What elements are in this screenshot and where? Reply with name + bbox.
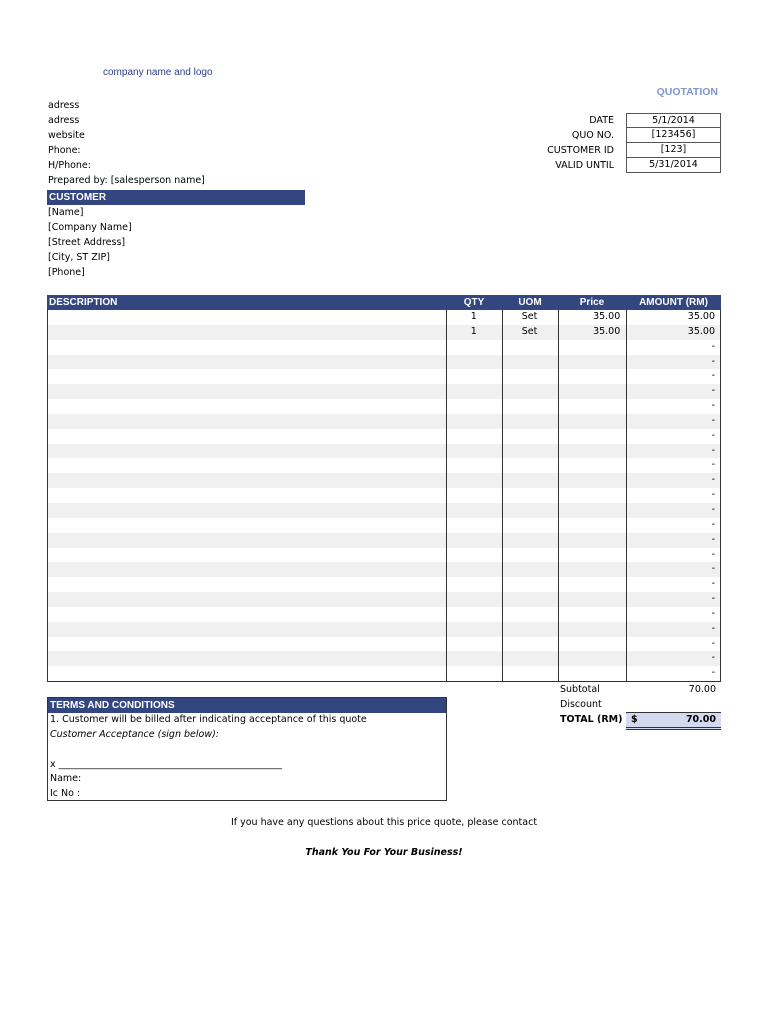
row-price (557, 340, 625, 355)
row-qty (446, 548, 502, 563)
row-description (48, 533, 446, 548)
column-divider (558, 310, 559, 681)
row-amount: - (711, 667, 715, 679)
row-price (557, 592, 625, 607)
ic-field-label: Ic No : (50, 788, 81, 799)
row-qty (446, 622, 502, 637)
row-description (48, 444, 446, 459)
col-amount: AMOUNT (RM) (639, 297, 708, 308)
row-description (48, 562, 446, 577)
row-amount: - (711, 548, 715, 560)
sender-line: website (48, 130, 85, 141)
row-uom (502, 533, 558, 548)
row-uom: Set (521, 311, 538, 322)
row-price (557, 577, 625, 592)
items-table-body (47, 310, 721, 682)
meta-label-customer-id: CUSTOMER ID (547, 145, 614, 156)
row-description (48, 592, 446, 607)
sender-line: H/Phone: (48, 160, 91, 171)
row-amount: - (711, 578, 715, 590)
row-price (557, 369, 625, 384)
row-description (48, 399, 446, 414)
table-row (48, 414, 720, 429)
row-qty (446, 384, 502, 399)
row-price (557, 607, 625, 622)
meta-value-date: 5/1/2014 (626, 113, 721, 128)
row-description (48, 325, 446, 340)
row-qty (446, 369, 502, 384)
row-qty (446, 355, 502, 370)
table-row (48, 651, 720, 666)
row-price (557, 355, 625, 370)
row-uom (502, 666, 558, 681)
row-amount: - (711, 533, 715, 545)
row-description (48, 637, 446, 652)
terms-box (47, 697, 447, 801)
currency-symbol: $ (631, 714, 638, 725)
row-amount: - (711, 518, 715, 530)
row-uom (502, 503, 558, 518)
row-uom (502, 518, 558, 533)
row-amount: - (711, 474, 715, 486)
row-description (48, 503, 446, 518)
row-uom (502, 384, 558, 399)
meta-value-quo-no: [123456] (626, 128, 721, 143)
table-row (48, 444, 720, 459)
document-title: QUOTATION (656, 86, 718, 98)
total-value: 70.00 (685, 714, 716, 725)
row-price (557, 458, 625, 473)
sender-line: Phone: (48, 145, 81, 156)
customer-header: CUSTOMER (47, 190, 305, 205)
total-label: TOTAL (RM) (560, 714, 623, 725)
row-qty (446, 577, 502, 592)
row-uom (502, 369, 558, 384)
row-qty (446, 592, 502, 607)
row-description (48, 622, 446, 637)
terms-line: 1. Customer will be billed after indicating acceptance of this quote (50, 714, 367, 725)
row-price (557, 518, 625, 533)
row-qty (446, 414, 502, 429)
row-description (48, 429, 446, 444)
row-price (557, 503, 625, 518)
meta-label-valid-until: VALID UNTIL (555, 160, 614, 171)
row-amount: - (711, 489, 715, 501)
table-row (48, 577, 720, 592)
total-box (626, 712, 721, 730)
customer-line: [City, ST ZIP] (48, 252, 110, 263)
row-uom (502, 562, 558, 577)
row-amount: - (711, 622, 715, 634)
meta-value-customer-id: [123] (626, 143, 721, 158)
subtotal-value: 70.00 (688, 684, 716, 695)
thank-you-note: Thank You For Your Business! (305, 847, 463, 858)
row-amount: - (711, 400, 715, 412)
row-price (557, 414, 625, 429)
items-table (47, 295, 721, 682)
row-price (557, 666, 625, 681)
row-uom (502, 637, 558, 652)
table-row (48, 622, 720, 637)
row-qty (446, 429, 502, 444)
row-uom (502, 414, 558, 429)
terms-header: TERMS AND CONDITIONS (48, 698, 446, 713)
row-uom (502, 592, 558, 607)
sender-line: adress (48, 115, 80, 126)
row-price (557, 533, 625, 548)
row-uom (502, 458, 558, 473)
table-row (48, 562, 720, 577)
row-uom (502, 429, 558, 444)
row-qty (446, 666, 502, 681)
table-row (48, 325, 720, 340)
row-description (48, 473, 446, 488)
col-description: DESCRIPTION (49, 297, 118, 308)
customer-line: [Phone] (48, 267, 85, 278)
table-row (48, 503, 720, 518)
row-description (48, 577, 446, 592)
row-price (557, 429, 625, 444)
row-uom (502, 340, 558, 355)
table-row (48, 399, 720, 414)
row-qty (446, 399, 502, 414)
row-amount: - (711, 444, 715, 456)
row-description (48, 384, 446, 399)
row-uom (502, 607, 558, 622)
row-qty (446, 488, 502, 503)
row-description (48, 414, 446, 429)
table-row (48, 340, 720, 355)
row-qty: 1 (470, 311, 477, 322)
row-qty: 1 (470, 325, 477, 337)
row-qty (446, 458, 502, 473)
row-description (48, 310, 446, 325)
row-price (557, 622, 625, 637)
row-amount: - (711, 563, 715, 575)
row-uom (502, 651, 558, 666)
row-uom (502, 548, 558, 563)
row-qty (446, 607, 502, 622)
table-row (48, 310, 720, 325)
meta-label-quo-no: QUO NO. (571, 130, 614, 141)
row-description (48, 458, 446, 473)
table-row (48, 384, 720, 399)
row-amount: - (711, 355, 715, 367)
row-uom (502, 399, 558, 414)
row-qty (446, 637, 502, 652)
row-description (48, 607, 446, 622)
column-divider (446, 310, 447, 681)
row-amount: - (711, 593, 715, 605)
row-amount: - (711, 503, 715, 515)
row-amount: - (711, 414, 715, 426)
row-qty (446, 473, 502, 488)
row-price: 35.00 (593, 325, 621, 337)
row-price (557, 637, 625, 652)
row-uom (502, 355, 558, 370)
table-row (48, 607, 720, 622)
customer-acceptance: Customer Acceptance (sign below): (50, 729, 220, 740)
table-row (48, 429, 720, 444)
customer-line: [Street Address] (48, 237, 126, 248)
contact-note: If you have any questions about this price quote, please contact (230, 817, 538, 828)
row-qty (446, 518, 502, 533)
table-row (48, 533, 720, 548)
row-price (557, 444, 625, 459)
items-table-header (47, 295, 721, 310)
row-amount: - (711, 340, 715, 352)
row-price: 35.00 (593, 311, 621, 322)
row-description (48, 369, 446, 384)
row-qty (446, 340, 502, 355)
row-uom (502, 488, 558, 503)
row-description (48, 651, 446, 666)
row-description (48, 488, 446, 503)
customer-line: [Company Name] (48, 222, 132, 233)
row-uom (502, 473, 558, 488)
row-uom (502, 622, 558, 637)
row-price (557, 488, 625, 503)
row-qty (446, 444, 502, 459)
row-amount: 35.00 (687, 325, 715, 337)
table-row (48, 458, 720, 473)
name-field-label: Name: (50, 773, 82, 784)
table-row (48, 518, 720, 533)
row-amount: 35.00 (687, 311, 715, 322)
column-divider (502, 310, 503, 681)
customer-line: [Name] (48, 207, 84, 218)
row-uom: Set (521, 325, 538, 337)
row-amount: - (711, 370, 715, 382)
signature-line: x _______________________________________________ (50, 759, 282, 770)
company-name-logo: company name and logo (103, 67, 213, 78)
row-price (557, 473, 625, 488)
row-description (48, 666, 446, 681)
row-amount: - (711, 652, 715, 664)
row-description (48, 518, 446, 533)
row-qty (446, 503, 502, 518)
sender-line: adress (48, 100, 80, 111)
table-row (48, 637, 720, 652)
meta-label-date: DATE (589, 115, 614, 126)
row-price (557, 562, 625, 577)
column-divider (626, 310, 627, 681)
table-row (48, 488, 720, 503)
table-row (48, 369, 720, 384)
row-description (48, 548, 446, 563)
row-price (557, 651, 625, 666)
table-row (48, 548, 720, 563)
row-description (48, 340, 446, 355)
col-uom: UOM (518, 297, 542, 308)
subtotal-label: Subtotal (560, 684, 600, 695)
row-amount: - (711, 637, 715, 649)
row-price (557, 548, 625, 563)
table-row (48, 355, 720, 370)
row-amount: - (711, 385, 715, 397)
row-uom (502, 577, 558, 592)
meta-value-valid-until: 5/31/2014 (626, 158, 721, 173)
row-amount: - (711, 607, 715, 619)
row-uom (502, 444, 558, 459)
col-qty: QTY (463, 297, 485, 308)
discount-label: Discount (560, 699, 602, 710)
row-qty (446, 533, 502, 548)
row-price (557, 384, 625, 399)
table-row (48, 473, 720, 488)
col-price: Price (579, 297, 605, 308)
table-row (48, 592, 720, 607)
row-price (557, 399, 625, 414)
row-description (48, 355, 446, 370)
row-qty (446, 651, 502, 666)
row-amount: - (711, 429, 715, 441)
prepared-by: Prepared by: [salesperson name] (48, 175, 205, 186)
row-qty (446, 562, 502, 577)
table-row (48, 666, 720, 681)
row-amount: - (711, 459, 715, 471)
